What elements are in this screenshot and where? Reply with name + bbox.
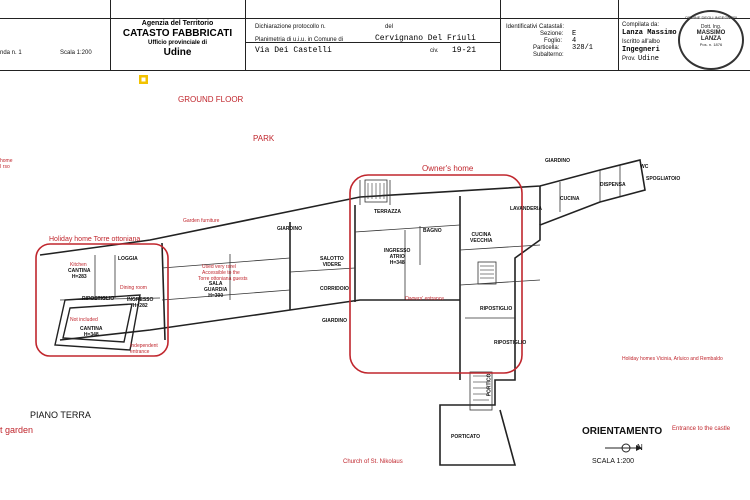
room-cucina-vecchia: CUCINA VECCHIA — [470, 232, 493, 244]
kitchen-label: Kitchen — [70, 262, 87, 268]
iscritto-value: Ingegneri — [622, 46, 660, 54]
sezione-value: E — [572, 30, 577, 38]
civ-label: civ. — [430, 48, 439, 54]
room-cucina: CUCINA — [560, 196, 580, 202]
comune-value: Cervignano Del Friuli — [375, 34, 476, 43]
room-salotto: SALOTTO VIDERE — [320, 256, 344, 268]
sezione-label: Sezione: — [540, 31, 564, 37]
room-giardino-low: GIARDINO — [322, 318, 347, 324]
dining-room-label: Dining room — [120, 285, 147, 291]
agency-line1: Agenzia del Territorio — [141, 20, 214, 27]
used-rarely-label: Used very rarel — [202, 264, 236, 270]
scala-bottom-label: SCALA 1:200 — [592, 458, 635, 465]
ground-floor-title: GROUND FLOOR — [178, 95, 244, 104]
subalterno-label: Subalterno: — [533, 52, 564, 58]
independent-label: Independent — [130, 343, 158, 349]
holiday-vicinia-label: Holiday homes Vicinia, Arluico and Rembaldo — [622, 356, 723, 362]
yellow-marker-inner — [142, 78, 146, 82]
not-included-label: Not included — [70, 317, 98, 323]
stairs — [368, 183, 494, 400]
stamp-l3: LANZA — [700, 36, 722, 42]
scale-label: Scala 1:200 — [60, 50, 92, 56]
room-cantina-top: CANTINA H=283 — [68, 268, 91, 280]
room-loggia: LOGGIA — [118, 256, 138, 262]
foglio-value: 4 — [572, 37, 577, 45]
owners-home-label: Owner's home — [422, 164, 474, 173]
address-value: Via Dei Castelli — [255, 46, 332, 55]
room-cantina-torre: CANTINA H=348 — [80, 326, 103, 338]
piano-terra-label: PIANO TERRA — [30, 410, 91, 420]
stamp-l4: Pos. n. 1876 — [699, 42, 723, 47]
orientamento-label: ORIENTAMENTO — [582, 426, 663, 437]
declaration-label: Dichiarazione protocollo n. — [255, 24, 326, 30]
room-corridoio: CORRIDOIO — [320, 286, 349, 292]
particella-value: 328/1 — [572, 44, 594, 52]
room-ingresso-left: INGRESSO H=282 — [127, 297, 154, 309]
room-spogliatoio: SPOGLIATOIO — [646, 176, 681, 182]
plan-label: Planimetria di u.i.u. in Comune di — [255, 37, 344, 43]
garden-furniture-label: Garden furniture — [183, 218, 220, 224]
room-bagno: BAGNO — [423, 228, 442, 234]
room-porticato: PORTICATO — [451, 434, 480, 440]
stamp-top: ORDINE DEGLI INGEGNERI — [684, 15, 738, 20]
civ-value: 19-21 — [452, 46, 477, 55]
foglio-label: Foglio: — [544, 38, 563, 44]
room-sala-guardia: SALA GUARDIA H=300 — [204, 281, 228, 299]
ident-title: Identificativi Catastali: — [506, 24, 565, 30]
declaration-del: del — [385, 24, 394, 30]
north-label: N — [637, 443, 643, 452]
agency-line2: CATASTO FABBRICATI — [122, 28, 233, 39]
room-lavanderia: LAVANDERIA — [510, 206, 543, 212]
compiled-name: Lanza Massimo — [622, 29, 677, 37]
agency-city: Udine — [163, 47, 192, 58]
stamp-l1: Dott. Ing. — [700, 24, 722, 30]
room-giardino-top: GIARDINO — [545, 158, 570, 164]
room-ingresso-atrio: INGRESSO ATRIO H=348 — [384, 248, 411, 266]
room-wc: WC — [640, 164, 649, 170]
home-left-label: home I rso — [0, 158, 13, 170]
church-label: Church of St. Nikolaus — [343, 459, 403, 465]
room-ripostiglio-right1: RIPOSTIGLIO — [480, 306, 513, 312]
room-ripostiglio-left: RIPOSTIGLIO — [82, 296, 115, 302]
park-label: PARK — [253, 134, 275, 143]
compiled-label: Compilata da: — [622, 22, 660, 28]
room-portico: PORTICO — [486, 373, 493, 397]
room-dispensa: DISPENSA — [600, 182, 626, 188]
entrance-label: entrance — [130, 349, 150, 355]
entrance-castle-label: Entrance to the castle — [672, 426, 731, 432]
prov-value: Udine — [638, 55, 660, 63]
stamp-l2: MASSIMO — [696, 30, 726, 36]
iscritto-label: Iscritto all'albo — [622, 39, 660, 45]
accessible-label: Accessible to the — [202, 270, 240, 276]
particella-label: Particella: — [533, 45, 560, 51]
prov-label: Prov. — [622, 56, 636, 62]
torre-guests-label: Torre ottoniana guests — [198, 276, 248, 282]
room-ripostiglio-right2: RIPOSTIGLIO — [494, 340, 527, 346]
agency-line3: Ufficio provinciale di — [147, 40, 207, 46]
garden-left-label: t garden — [0, 425, 34, 435]
holiday-torre-label: Holiday home Torre ottoniana — [49, 236, 141, 243]
owners-entrance-label: Owners' entrance — [405, 296, 445, 302]
sheet-number-label: nda n. 1 — [0, 50, 22, 56]
room-giardino-mid: GIARDINO — [277, 226, 302, 232]
room-terrazza: TERRAZZA — [374, 209, 401, 215]
